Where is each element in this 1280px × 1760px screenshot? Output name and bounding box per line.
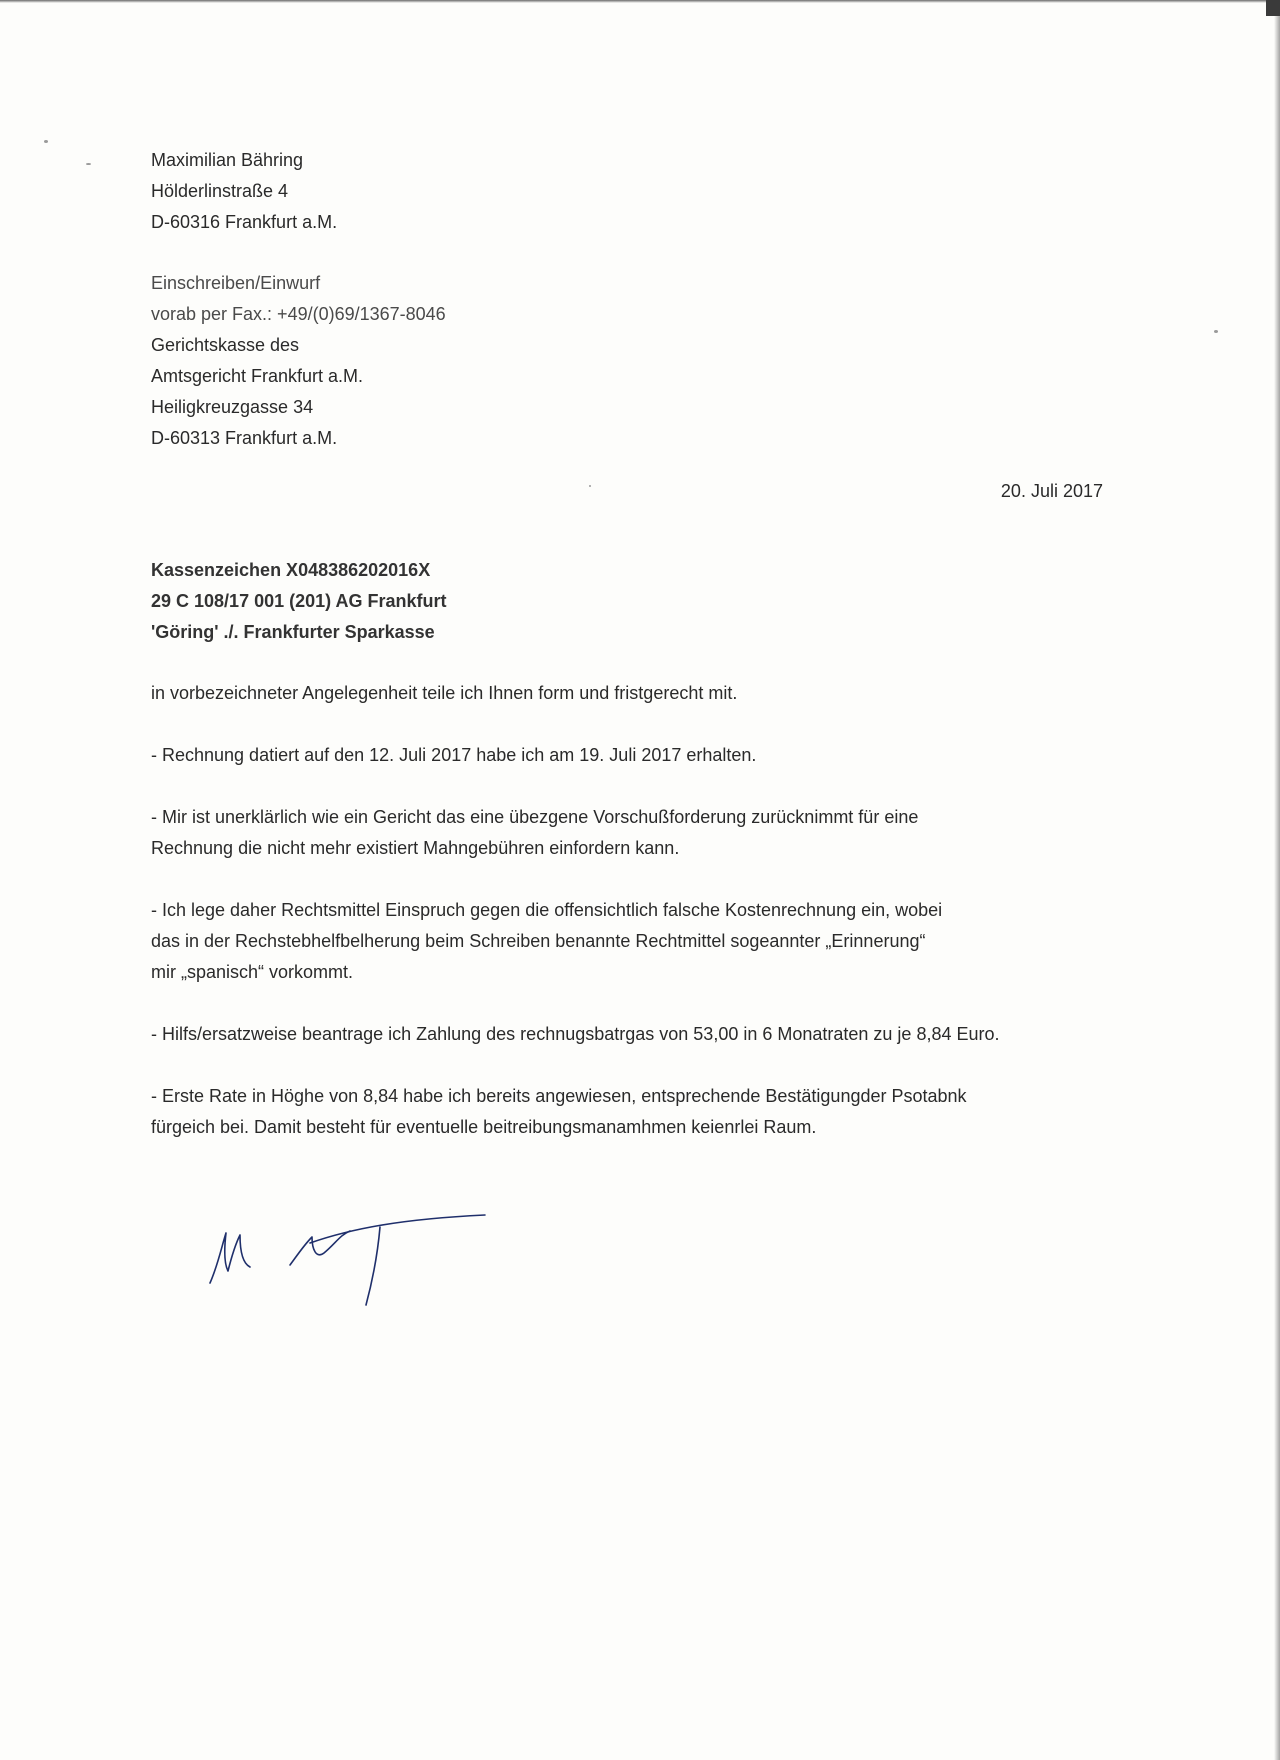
scan-speck <box>86 163 91 165</box>
letter-date: 20. Juli 2017 <box>1000 481 1103 501</box>
sender-street: Hölderlinstraße 4 <box>151 181 289 201</box>
recipient-block <box>151 268 446 454</box>
invoice-received-paragraph <box>151 740 1131 771</box>
reference-block <box>151 555 446 648</box>
kassenzeichen: Kassenzeichen X048386202016X <box>151 560 431 580</box>
paragraph-line: das in der Rechstebhelfbelherung beim Schreiben benannte Rechtmittel sogeannter „Erinnerung“ <box>151 931 926 951</box>
intro-paragraph <box>151 678 1131 709</box>
installment-request-paragraph <box>151 1019 1131 1050</box>
handwritten-signature <box>200 1205 500 1315</box>
recipient-line-2: Amtsgericht Frankfurt a.M. <box>151 366 364 386</box>
intro-text: in vorbezeichneter Angelegenheit teile ich Ihnen form und fristgerecht mit. <box>151 683 738 703</box>
recipient-line-1: Gerichtskasse des <box>151 335 300 355</box>
case-parties: 'Göring' ./. Frankfurter Sparkasse <box>151 622 435 642</box>
delivery-method: Einschreiben/Einwurf <box>151 273 321 293</box>
letter-body <box>151 678 1131 1174</box>
paragraph-line: - Hilfs/ersatzweise beantrage ich Zahlung des rechnugsbatrgas von 53,00 in 6 Monatraten zu je 8,84 Euro. <box>151 1024 1000 1044</box>
scan-speck <box>1214 330 1218 333</box>
paragraph-line: - Ich lege daher Rechtsmittel Einspruch gegen die offensichtlich falsche Kostenrechnung ein, wobei <box>151 900 943 920</box>
recipient-city: D-60313 Frankfurt a.M. <box>151 428 338 448</box>
scan-corner <box>1266 0 1280 16</box>
paragraph-line: - Rechnung datiert auf den 12. Juli 2017 habe ich am 19. Juli 2017 erhalten. <box>151 745 757 765</box>
appeal-paragraph <box>151 895 1131 988</box>
scan-edge-right <box>1274 0 1280 1760</box>
scan-speck <box>44 140 48 143</box>
scan-edge-top <box>0 0 1280 3</box>
paragraph-line: - Mir ist unerklärlich wie ein Gericht das eine übezgene Vorschußforderung zurücknimmt für eine <box>151 807 919 827</box>
fax-line: vorab per Fax.: +49/(0)69/1367-8046 <box>151 304 446 324</box>
paragraph-line: Rechnung die nicht mehr existiert Mahngebühren einfordern kann. <box>151 838 680 858</box>
fees-objection-paragraph <box>151 802 1131 864</box>
paragraph-line: mir „spanisch“ vorkommt. <box>151 962 354 982</box>
first-rate-paragraph <box>151 1081 1131 1143</box>
scan-speck <box>589 485 591 487</box>
sender-name: Maximilian Bähring <box>151 150 304 170</box>
paragraph-line: - Erste Rate in Höghe von 8,84 habe ich bereits angewiesen, entsprechende Bestätigungder Psotabnk <box>151 1086 967 1106</box>
sender-city: D-60316 Frankfurt a.M. <box>151 212 338 232</box>
recipient-street: Heiligkreuzgasse 34 <box>151 397 314 417</box>
case-number: 29 C 108/17 001 (201) AG Frankfurt <box>151 591 447 611</box>
paragraph-line: fürgeich bei. Damit besteht für eventuelle beitreibungsmanamhmen keienrlei Raum. <box>151 1117 817 1137</box>
sender-address <box>151 145 337 238</box>
